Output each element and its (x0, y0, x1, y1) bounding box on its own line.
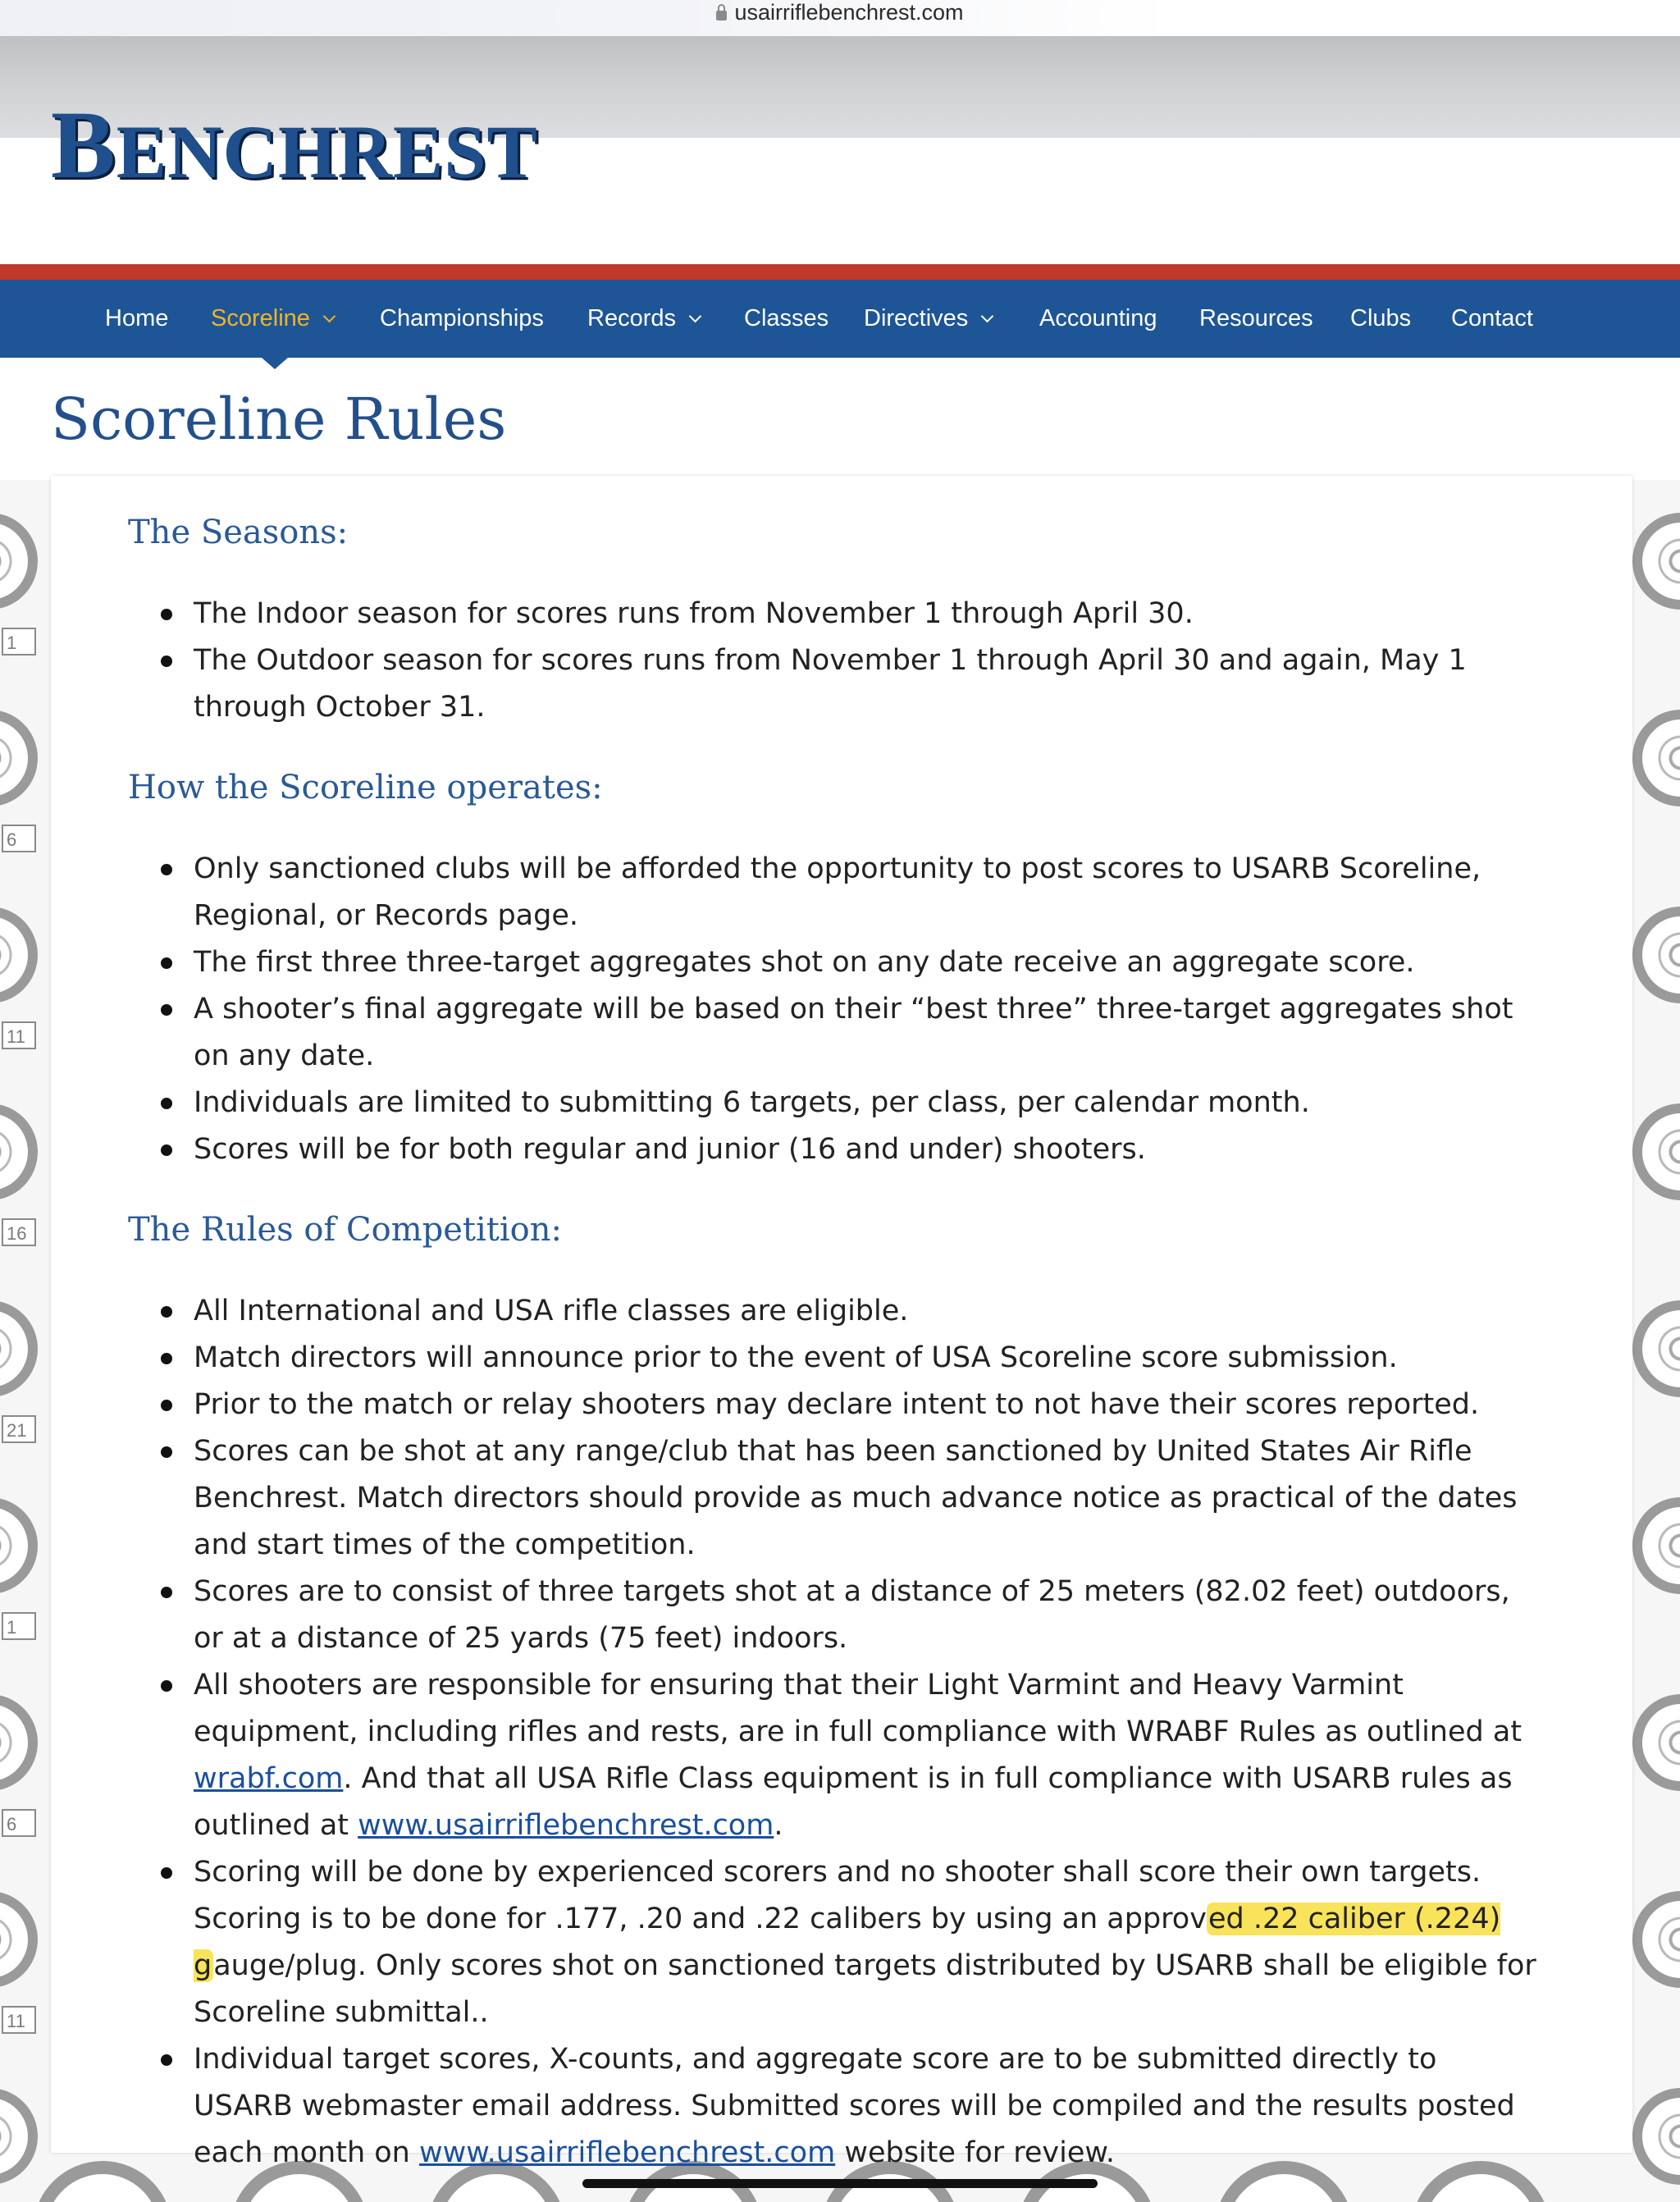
red-divider (0, 264, 1680, 280)
left-target-strip (0, 480, 51, 2202)
list-item: The Outdoor season for scores runs from November 1 through April 30 and again, May 1 through October 31. (128, 637, 1539, 731)
target-ring (1632, 1103, 1680, 1200)
wrabf-link[interactable]: wrabf.com (194, 1762, 344, 1795)
submission-text: website for review. (835, 2136, 1115, 2169)
scoring-text: auge/plug. Only scores shot on sanctioned targets distributed by USARB shall be eligible for Scoreline submittal.. (194, 1949, 1536, 2029)
nav-championships[interactable] (380, 280, 544, 358)
list-item: Only sanctioned clubs will be afforded the opportunity to post scores to USARB Scoreline, Regional, or Records page. (128, 846, 1539, 939)
logo-initial: B (51, 91, 116, 199)
operates-list (128, 846, 1539, 1173)
nav-classes[interactable] (744, 280, 829, 358)
list-item: The Indoor season for scores runs from November 1 through April 30. (128, 591, 1539, 637)
page-title: Scoreline Rules (51, 386, 507, 453)
target-number: 1 (2, 628, 36, 656)
nav-resources-label: Resources (1199, 305, 1313, 331)
list-item: Prior to the match or relay shooters may declare intent to not have their scores reported. (128, 1382, 1539, 1428)
heading-rules: The Rules of Competition: (128, 1211, 562, 1249)
chevron-down-icon (689, 310, 702, 323)
target-ring (1632, 710, 1680, 806)
list-item: Individuals are limited to submitting 6 targets, per class, per calendar month. (128, 1080, 1539, 1126)
list-item: The first three three-target aggregates shot on any date receive an aggregate score. (128, 939, 1539, 986)
chevron-down-icon (981, 310, 994, 323)
usarb-website-link[interactable]: www.usairriflebenchrest.com (418, 2136, 836, 2169)
equipment-text: . (774, 1809, 783, 1842)
chevron-down-icon (323, 310, 336, 323)
nav-accounting[interactable] (1039, 280, 1157, 358)
nav-records[interactable] (587, 280, 700, 358)
target-number: 1 (2, 1612, 36, 1640)
target-ring (0, 1300, 38, 1397)
nav-resources[interactable] (1199, 280, 1313, 358)
target-ring (0, 710, 38, 806)
submission-text: Individual target scores, X-counts, and aggregate score are to be submitted directly to USARB webmaster email address. Submitted scores will be compiled and the results posted each month on (194, 2043, 1515, 2169)
heading-operates: How the Scoreline operates: (128, 769, 603, 806)
target-ring (0, 1694, 38, 1791)
target-ring (0, 907, 38, 1003)
seasons-list (128, 591, 1539, 731)
list-item: A shooter’s final aggregate will be based on their “best three” three-target aggregates shot on any date. (128, 986, 1539, 1080)
list-item-scoring (128, 1849, 1539, 2036)
site-logo[interactable] (51, 91, 538, 200)
target-ring (0, 513, 38, 610)
target-number: 21 (2, 1415, 36, 1443)
target-ring (0, 1497, 38, 1594)
target-ring (0, 1891, 38, 1988)
nav-championships-label: Championships (380, 305, 544, 331)
heading-seasons: The Seasons: (128, 514, 349, 551)
target-ring (1632, 1891, 1680, 1988)
nav-contact[interactable] (1451, 280, 1533, 358)
target-number: 16 (2, 1218, 36, 1246)
target-number: 11 (2, 1021, 36, 1049)
equipment-text: All shooters are responsible for ensuring that their Light Varmint and Heavy Varmint equipment, including rifles and rests, are in full compliance with WRABF Rules as outlined at (194, 1669, 1522, 1748)
right-target-strip (1632, 480, 1680, 2202)
nav-scoreline-label: Scoreline (211, 305, 310, 331)
list-item: All International and USA rifle classes are eligible. (128, 1288, 1539, 1335)
active-nav-pointer (262, 358, 288, 369)
target-number: 6 (2, 825, 36, 852)
lock-icon (716, 11, 727, 21)
target-ring (0, 1103, 38, 1200)
address-bar[interactable] (0, 0, 1680, 37)
nav-records-label: Records (587, 305, 676, 331)
highlighted-text: ed .22 caliber (.224) g (194, 1903, 1501, 1982)
nav-clubs[interactable] (1350, 280, 1411, 358)
nav-classes-label: Classes (744, 305, 829, 331)
list-item: Scores are to consist of three targets shot at a distance of 25 meters (82.02 feet) outdoors, or at a distance of 25 yards (75 feet) indoors. (128, 1569, 1539, 1662)
nav-home[interactable] (105, 280, 168, 358)
equipment-text: . And that all USA Rifle Class equipment is in full compliance with USARB rules as outlined at (194, 1762, 1513, 1842)
usarb-link[interactable]: www.usairriflebenchrest.com (358, 1809, 774, 1842)
rules-list (128, 1288, 1539, 2177)
target-ring (1632, 1300, 1680, 1397)
nav-directives-label: Directives (864, 305, 969, 331)
nav-clubs-label: Clubs (1350, 305, 1412, 331)
nav-home-label: Home (105, 305, 169, 331)
list-item: Scores can be shot at any range/club that has been sanctioned by United States Air Rifle Benchrest. Match directors should provide as much advance notice as practical of the dates and start times of the competition. (128, 1428, 1539, 1569)
url-text: usairriflebenchrest.com (734, 0, 964, 25)
list-item: Match directors will announce prior to the event of USA Scoreline score submission. (128, 1335, 1539, 1382)
logo-rest: ENCHREST (116, 110, 538, 194)
scoring-text: Scoring will be done by experienced scorers and no shooter shall score their own targets. Scoring is to be done for .177, .20 and .22 calibers by using an approv (194, 1856, 1481, 1935)
target-ring (1632, 907, 1680, 1003)
target-ring (1632, 513, 1680, 610)
target-number: 6 (2, 1809, 36, 1837)
list-item-submission (128, 2036, 1539, 2177)
target-number: 11 (2, 2006, 36, 2034)
home-indicator[interactable] (582, 2179, 1098, 2188)
nav-accounting-label: Accounting (1039, 305, 1157, 331)
target-ring (1632, 1497, 1680, 1594)
list-item: Scores will be for both regular and junior (16 and under) shooters. (128, 1126, 1539, 1173)
nav-scoreline[interactable] (211, 280, 334, 358)
main-nav (0, 280, 1680, 358)
nav-contact-label: Contact (1451, 305, 1533, 331)
list-item-equipment (128, 1662, 1539, 1849)
target-ring (1632, 1694, 1680, 1791)
nav-directives[interactable] (864, 280, 992, 358)
